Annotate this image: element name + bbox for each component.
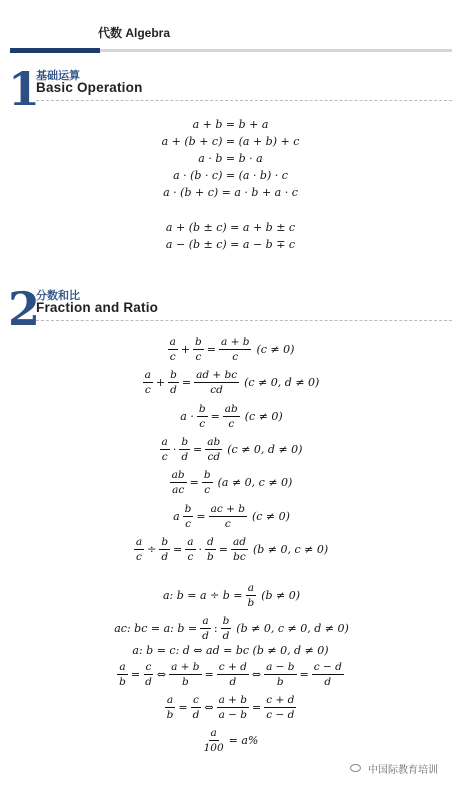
formula-componendo-dividendo: $\frac{a}{b}$ = $\frac{c}{d}$ ⇔ $\frac{a + b}{b}$ = $\frac{c + d}{d}$ ⇔ $\frac{a - b}{b}$ = $\frac{c - d}{d}$ bbox=[119, 661, 342, 688]
section-number: 2 bbox=[8, 282, 41, 336]
section-title-en: Fraction and Ratio bbox=[36, 300, 159, 315]
section-divider bbox=[36, 100, 452, 101]
formula-mixed-number: a $\frac{b}{c}$ = $\frac{ac + b}{c}$ (c ≠ 0) bbox=[173, 503, 290, 530]
formula-associative-mul: a · (b · c) = (a · b) · c bbox=[173, 169, 288, 182]
wechat-icon bbox=[350, 764, 361, 772]
watermark: 中国际教育培训 bbox=[368, 765, 438, 776]
fraction: $\frac{b}{c}$ bbox=[195, 336, 202, 363]
section-title-en: Basic Operation bbox=[36, 80, 143, 95]
fraction: $\frac{a + b}{c}$ bbox=[221, 336, 250, 363]
header-divider-accent bbox=[10, 48, 100, 53]
formula-multiply-fractions: $\frac{a}{c}$ · $\frac{b}{d}$ = $\frac{ab}{cd}$ (c ≠ 0, d ≠ 0) bbox=[161, 436, 303, 463]
formula-cancel-fraction: $\frac{ab}{ac}$ = $\frac{b}{c}$ (a ≠ 0, c ≠ 0) bbox=[171, 469, 293, 496]
page-title: 代数 Algebra bbox=[98, 26, 171, 40]
formula-associative-add: a + (b + c) = (a + b) + c bbox=[161, 135, 300, 148]
formula-ratio-definition: a: b = a ÷ b = $\frac{a}{b}$ (b ≠ 0) bbox=[162, 582, 301, 609]
formula-minus-paren: a − (b ± c) = a − b ∓ c bbox=[165, 238, 296, 251]
fraction: $\frac{a}{c}$ bbox=[169, 336, 176, 363]
section-title-cn: 分数和比 bbox=[36, 289, 80, 302]
section-divider bbox=[36, 320, 452, 321]
section-title-cn: 基础运算 bbox=[36, 69, 80, 82]
section-number: 1 bbox=[8, 62, 41, 116]
formula-commutative-mul: a · b = b · a bbox=[198, 152, 263, 165]
formula-percent: $\frac{a}{100}$ = a% bbox=[203, 727, 259, 754]
formula-divide-fractions: $\frac{a}{c}$ ÷ $\frac{b}{d}$ = $\frac{a}{c}$ · $\frac{d}{b}$ = $\frac{ad}{bc}$ (b ≠ 0, c ≠ 0) bbox=[135, 536, 329, 563]
formula-commutative-add: a + b = b + a bbox=[192, 118, 269, 131]
formula-scalar-multiply: a · $\frac{b}{c}$ = $\frac{ab}{c}$ (c ≠ 0) bbox=[180, 403, 283, 430]
formula-proportion: a: b = c: d ⇔ ad = bc (b ≠ 0, d ≠ 0) bbox=[132, 644, 329, 657]
formula-ratio-sum-diff: $\frac{a}{b}$ = $\frac{c}{d}$ ⇔ $\frac{a + b}{a - b}$ = $\frac{c + d}{c - d}$ bbox=[166, 694, 295, 721]
formula-plus-paren: a + (b ± c) = a + b ± c bbox=[165, 221, 296, 234]
formula-add-same-denominator: $\frac{a}{c}$ + $\frac{b}{c}$ = $\frac{a + b}{c}$ (c ≠ 0) bbox=[169, 336, 295, 363]
formula-ratio-scaling: ac: bc = a: b = $\frac{a}{d}$ : $\frac{b}{d}$ (b ≠ 0, c ≠ 0, d ≠ 0) bbox=[114, 615, 349, 642]
formula-distributive: a · (b + c) = a · b + a · c bbox=[163, 186, 298, 199]
formula-add-different-denominator: $\frac{a}{c}$ + $\frac{b}{d}$ = $\frac{ad + bc}{cd}$ (c ≠ 0, d ≠ 0) bbox=[144, 369, 320, 396]
